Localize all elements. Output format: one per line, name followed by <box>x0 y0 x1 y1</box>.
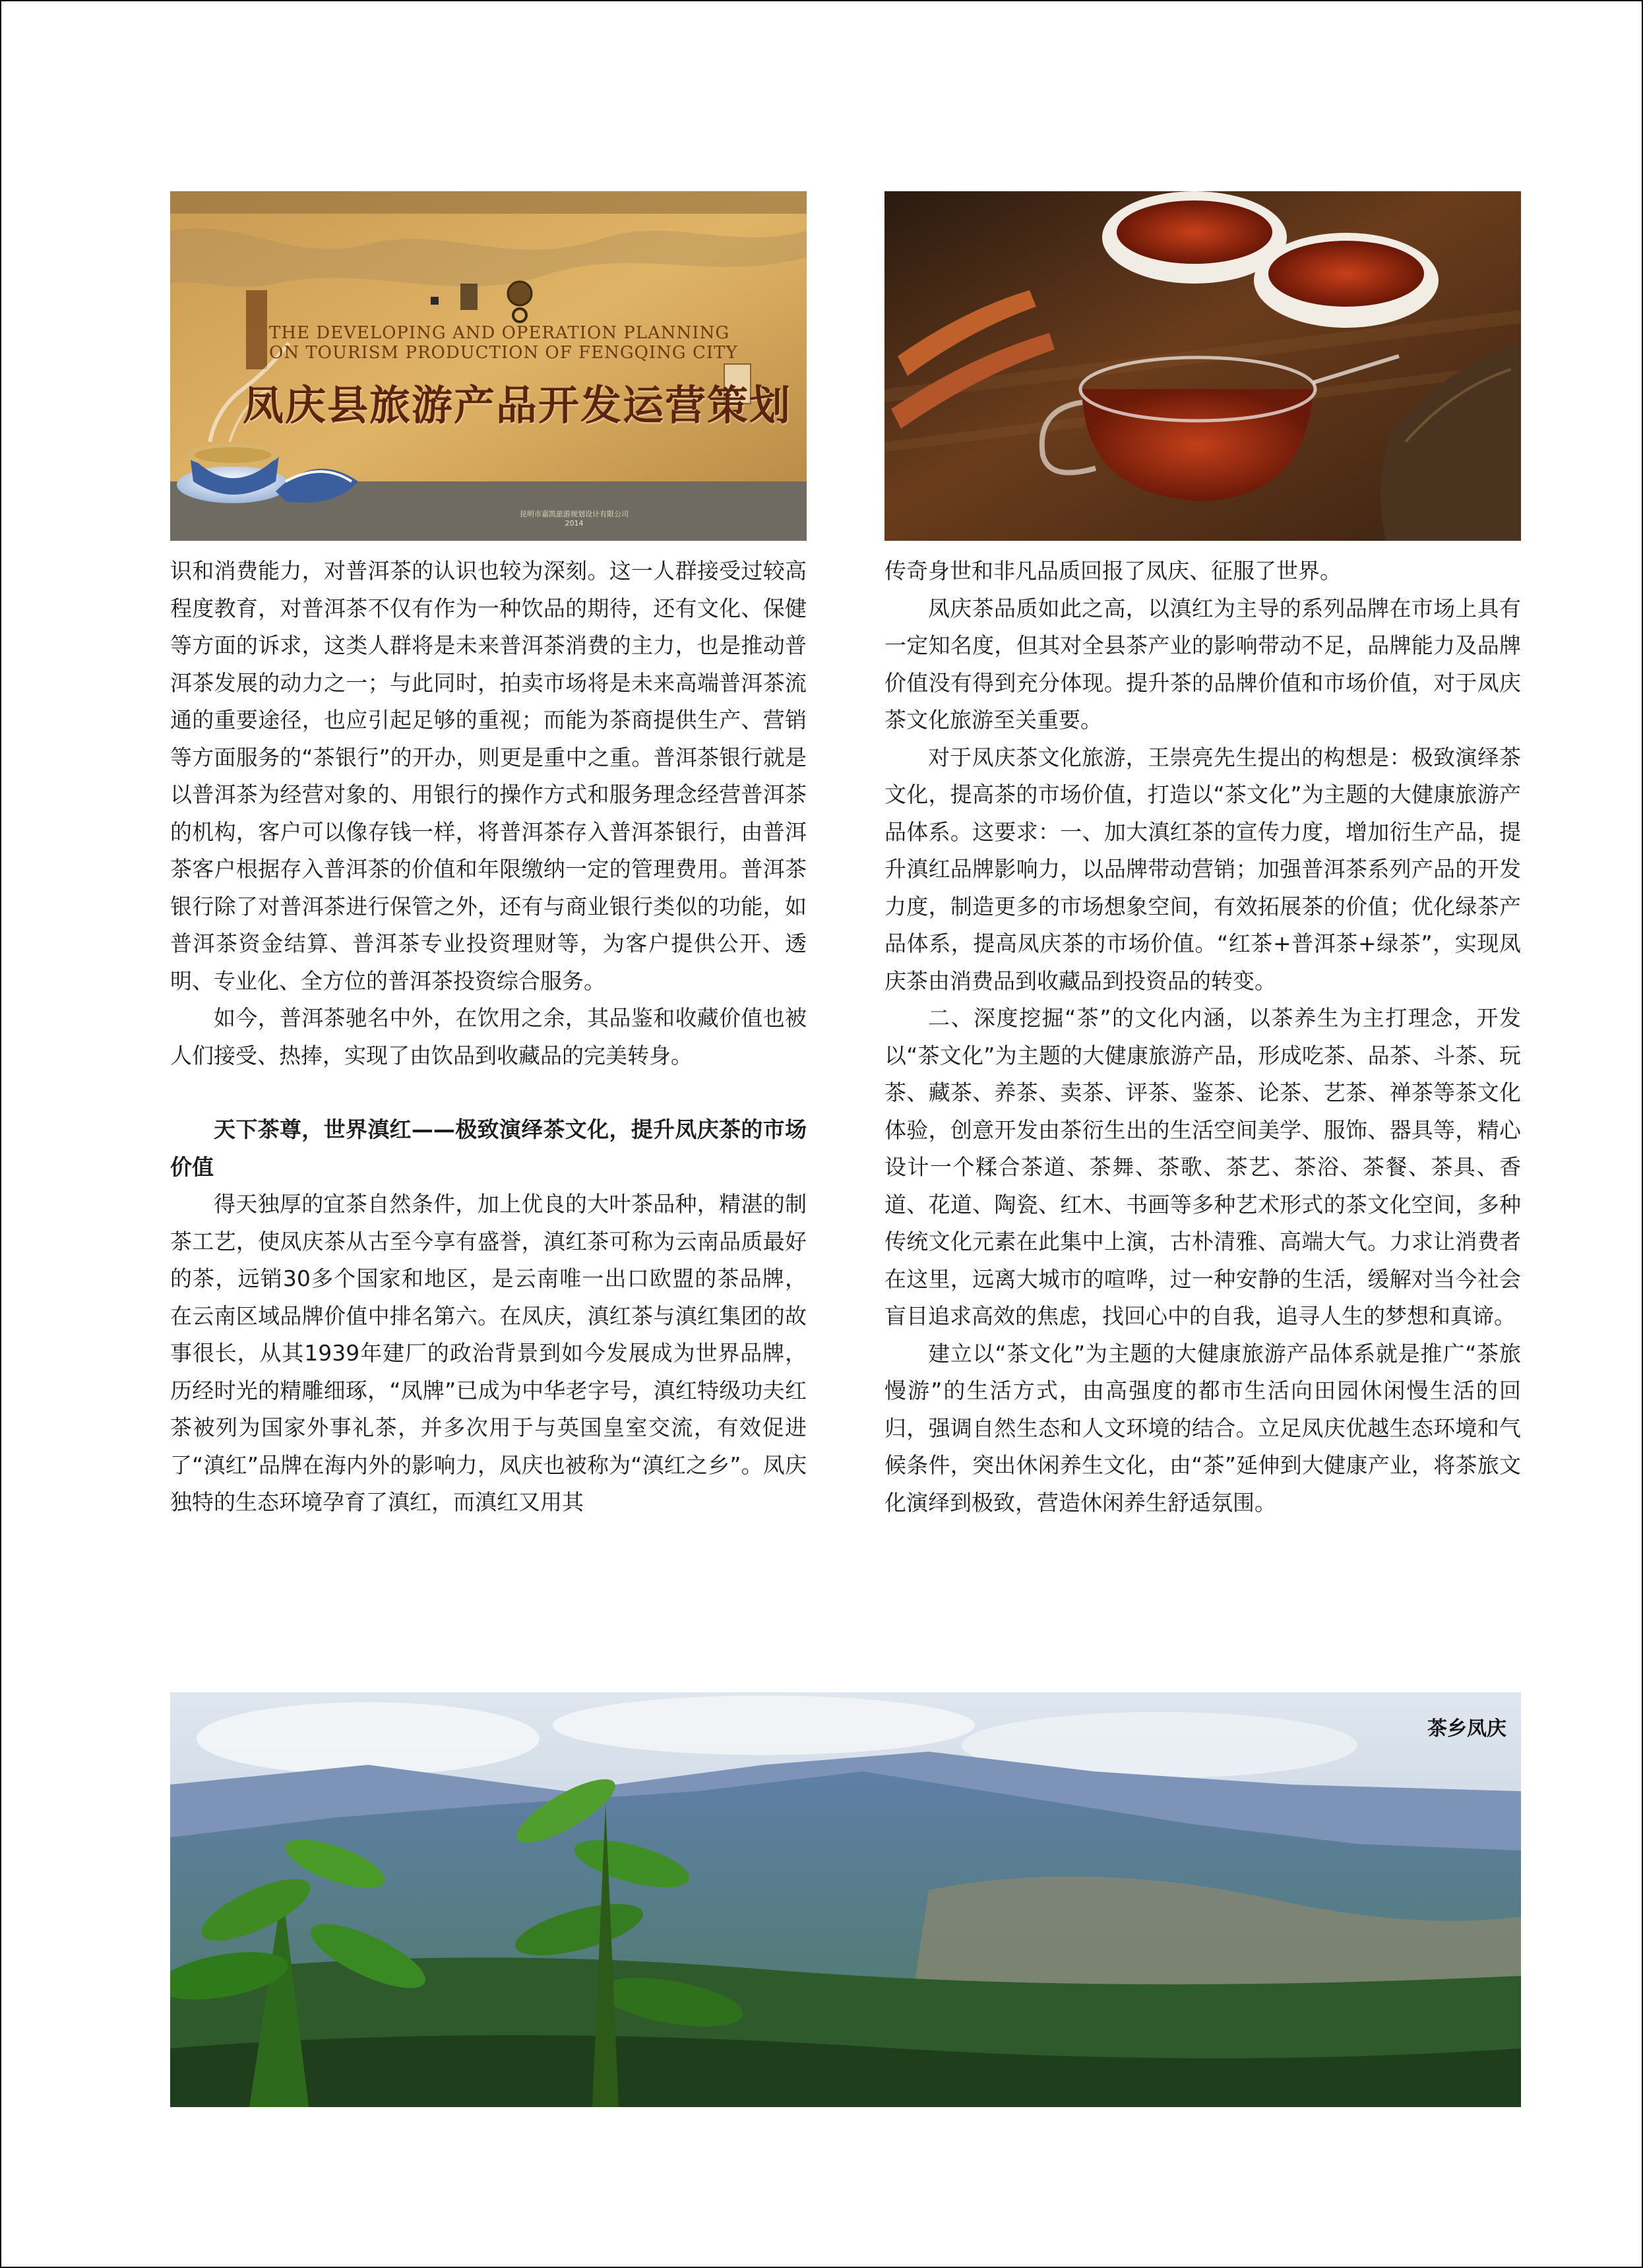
left-paragraph-3: 得天独厚的宜茶自然条件，加上优良的大叶茶品种，精湛的制茶工艺，使凤庆茶从古至今享有盛誉，滇红茶可称为云南品质最好的茶，远销30多个国家和地区，是云南唯一出口欧盟的茶品牌，在云南区域品牌价值中排名第六。在凤庆，滇红茶与滇红集团的故事很长，从其1939年建厂的政治背景到如今发展成为世界品牌，历经时光的精雕细琢，“凤牌”已成为中华老字号，滇红特级功夫红茶被列为国家外事礼茶，并多次用于与英国皇室交流，有效促进了“滇红”品牌在海内外的影响力，凤庆也被称为“滇红之乡”。凤庆独特的生态环境孕育了滇红，而滇红又用其 <box>170 1191 807 1515</box>
landscape-caption: 茶乡凤庆 <box>1427 1717 1506 1740</box>
right-paragraph-0: 传奇身世和非凡品质回报了凤庆、征服了世界。 <box>884 558 1342 584</box>
left-text-column <box>170 553 807 1521</box>
left-paragraph-2: 如今，普洱茶驰名中外，在饮用之余，其品鉴和收藏价值也被人们接受、热捧，实现了由饮品到收藏品的完美转身。 <box>170 1005 807 1068</box>
right-text-column <box>884 553 1521 1521</box>
cover-english-subtitle <box>269 323 738 363</box>
landscape-artwork <box>170 1692 1521 2107</box>
cover-title: 凤庆县旅游产品开发运营策划 <box>243 381 792 429</box>
right-paragraph-1: 凤庆茶品质如此之高，以滇红为主导的系列品牌在市场上具有一定知名度，但其对全县茶产业的影响带动不足，品牌能力及品牌价值没有得到充分体现。提升茶的品牌价值和市场价值，对于凤庆茶文化旅游至关重要。 <box>884 595 1521 733</box>
section-heading: 天下茶尊，世界滇红——极致演绎茶文化，提升凤庆茶的市场价值 <box>170 1117 807 1180</box>
cover-year: 2014 <box>565 519 584 528</box>
tea-artwork <box>884 191 1521 541</box>
planning-cover-image <box>170 191 807 541</box>
cover-subtitle-line-2: ON TOURISM PRODUCTION OF FENGQING CITY <box>269 343 738 363</box>
cover-subtitle-line-1: THE DEVELOPING AND OPERATION PLANNING <box>269 323 730 343</box>
left-paragraph-1: 识和消费能力，对普洱茶的认识也较为深刻。这一人群接受过较高程度教育，对普洱茶不仅有作为一种饮品的期待，还有文化、保健等方面的诉求，这类人群将是未来普洱茶消费的主力，也是推动普洱茶发展的动力之一；与此同时，拍卖市场将是未来高端普洱茶流通的重要途径，也应引起足够的重视；而能为茶商提供生产、营销等方面服务的“茶银行”的开办，则更是重中之重。普洱茶银行就是以普洱茶为经营对象的、用银行的操作方式和服务理念经营普洱茶的机构，客户可以像存钱一样，将普洱茶存入普洱茶银行，由普洱茶客户根据存入普洱茶的价值和年限缴纳一定的管理费用。普洱茶银行除了对普洱茶进行保管之外，还有与商业银行类似的功能，如普洱茶资金结算、普洱茶专业投资理财等，为客户提供公开、透明、专业化、全方位的普洱茶投资综合服务。 <box>170 558 807 994</box>
right-paragraph-2: 对于凤庆茶文化旅游，王崇亮先生提出的构想是：极致演绎茶文化，提高茶的市场价值，打造以“茶文化”为主题的大健康旅游产品体系。这要求：一、加大滇红茶的宣传力度，增加衍生产品，提升滇红品牌影响力，以品牌带动营销；加强普洱茶系列产品的开发力度，制造更多的市场想象空间，有效拓展茶的价值；优化绿茶产品体系，提高凤庆茶的市场价值。“红茶+普洱茶+绿茶”，实现凤庆茶由消费品到收藏品到投资品的转变。 <box>884 744 1521 994</box>
right-paragraph-3: 二、深度挖掘“茶”的文化内涵，以茶养生为主打理念，开发以“茶文化”为主题的大健康旅游产品，形成吃茶、品茶、斗茶、玩茶、藏茶、养茶、卖茶、评茶、鉴茶、论茶、艺茶、禅茶等茶文化体验，创意开发由茶衍生出的生活空间美学、服饰、器具等，精心设计一个糅合茶道、茶舞、茶歌、茶艺、茶浴、茶餐、茶具、香道、花道、陶瓷、红木、书画等多种艺术形式的茶文化空间，多种传统文化元素在此集中上演，古朴清雅、高端大气。力求让消费者在这里，远离大城市的喧哗，过一种安静的生活，缓解对当今社会盲目追求高效的焦虑，找回心中的自我，追寻人生的梦想和真谛。 <box>884 1005 1521 1329</box>
right-paragraph-4: 建立以“茶文化”为主题的大健康旅游产品体系就是推广“茶旅慢游”的生活方式，由高强度的都市生活向田园休闲慢生活的回归，强调自然生态和人文环境的结合。立足凤庆优越生态环境和气候条件，突出休闲养生文化，由“茶”延伸到大健康产业，将茶旅文化演绎到极致，营造休闲养生舒适氛围。 <box>884 1340 1521 1516</box>
cover-company <box>520 510 629 528</box>
cover-company-name: 昆明市嘉凯旅游规划设计有限公司 <box>520 510 629 518</box>
landscape-photo <box>170 1692 1521 2107</box>
tea-photo <box>884 191 1521 541</box>
cover-artwork <box>170 191 807 541</box>
